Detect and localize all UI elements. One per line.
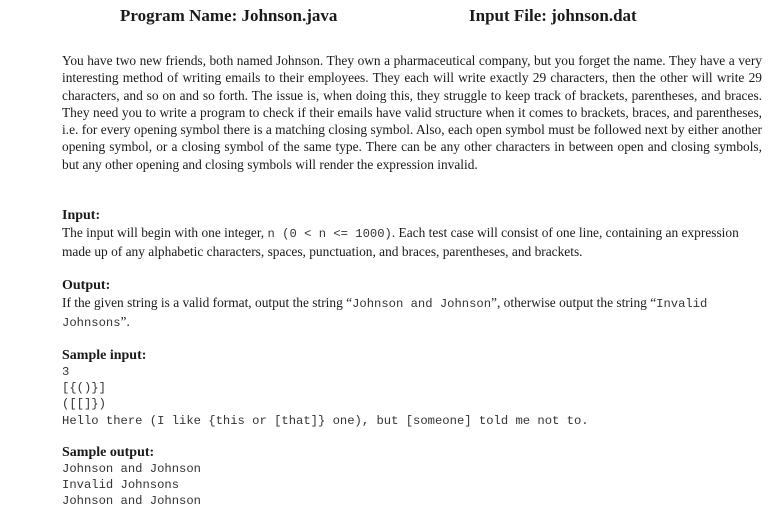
output-heading: Output:	[62, 278, 111, 293]
page-header	[0, 6, 768, 32]
sample-output-line: Johnson and Johnson	[62, 462, 201, 476]
input-heading: Input:	[62, 208, 101, 223]
output-text-before: If the given string is a valid format, output the string “	[62, 295, 353, 310]
sample-output-line: Invalid Johnsons	[62, 478, 180, 493]
sample-input-heading: Sample input:	[62, 348, 147, 363]
sample-input-line: Hello there (I like {this or [that]} one), but [someone] told me not to.	[62, 413, 589, 428]
sample-input-line: [{()}]	[62, 381, 106, 396]
sample-input-section	[62, 347, 762, 429]
sample-output-heading: Sample output:	[62, 445, 155, 460]
input-file: Input File: johnson.dat	[469, 6, 637, 25]
program-name: Program Name: Johnson.java	[120, 6, 338, 25]
input-text-before: The input will begin with one integer,	[62, 225, 268, 240]
output-invalid-string: Invalid Johnsons	[62, 297, 708, 330]
sample-output-section	[62, 444, 762, 510]
input-text-after: . Each test case will consist of one line, containing an expression made up of any alphabetic characters, spaces, punctuation, and braces, parentheses, and brackets.	[62, 225, 739, 259]
output-text-middle: ”, otherwise output the string “	[491, 295, 657, 310]
output-section	[62, 277, 762, 332]
output-valid-string: Johnson and Johnson	[352, 297, 492, 311]
sample-output-line: Johnson and Johnson	[62, 494, 201, 509]
sample-input-line: ([[]})	[62, 397, 106, 412]
problem-description: You have two new friends, both named Johnson. They own a pharmaceutical company, but you forget the name. They have a very interesting method of writing emails to their employees. They each will write exactly 29 characters, then the other will write 29 characters, and so on and so forth. The issue is, when doing this, they struggle to keep track of brackets, parentheses, and braces. They need you to write a program to check if their emails have valid structure when it comes to brackets, braces, and parentheses, i.e. for every opening symbol there is a matching closing symbol. Also, each open symbol must be followed next by either another opening symbol, or a closing symbol of the same type. There can be any other characters in between open and closing symbols, but any other opening and closing symbols will render the expression invalid.	[62, 53, 762, 172]
sample-input-line: 3	[62, 365, 70, 379]
input-constraint: n (0 < n <= 1000)	[267, 227, 392, 241]
output-text-after: ”.	[120, 314, 130, 329]
input-section	[62, 207, 762, 260]
